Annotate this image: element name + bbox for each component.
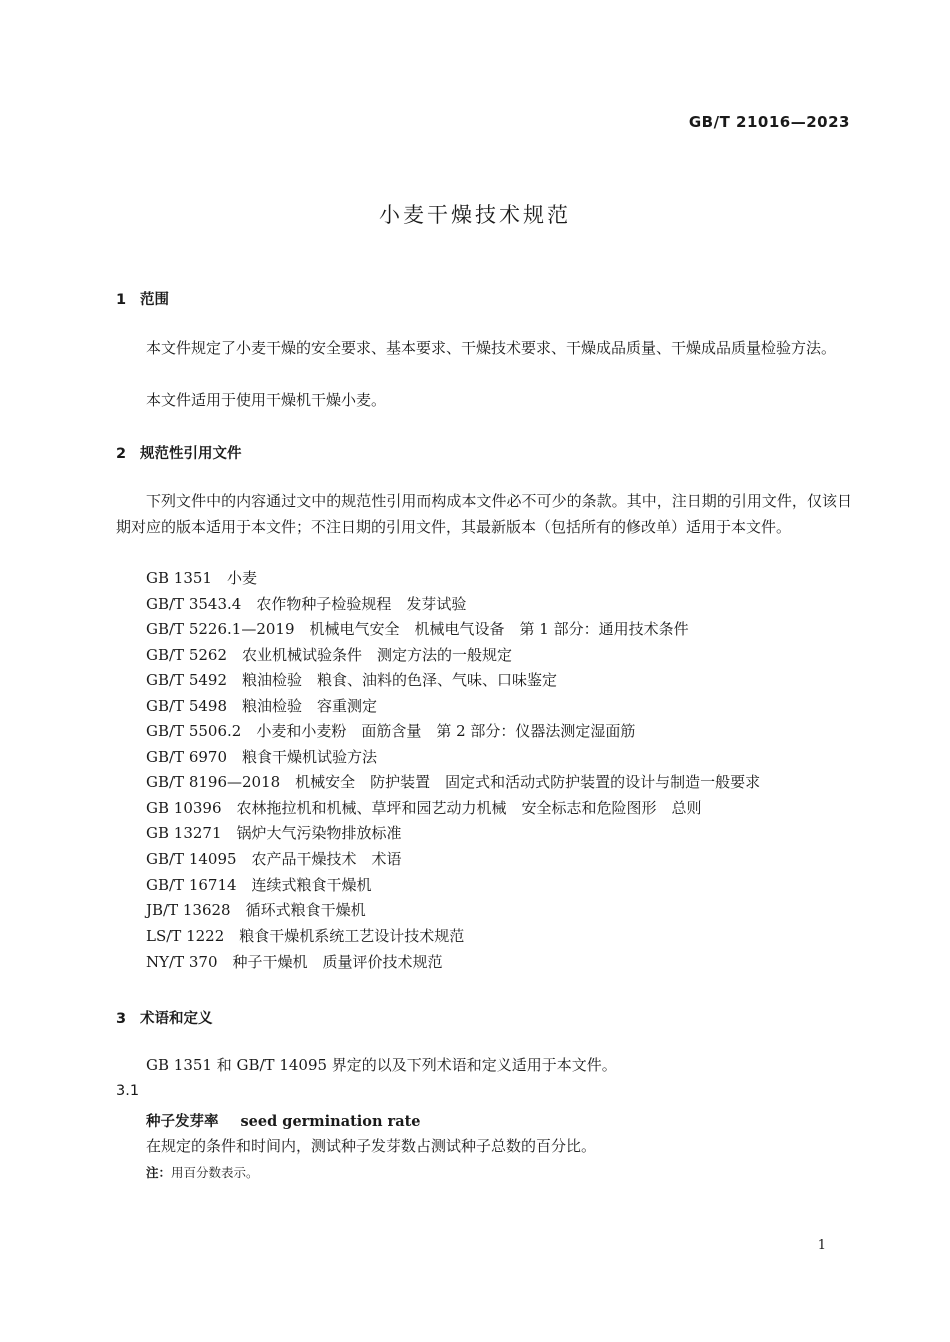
term-english: seed germination rate [240,1113,421,1130]
section-3-heading [116,1007,213,1028]
reference-item: GB/T 5226.1—2019 机械电气安全 机械电气设备 第 1 部分：通用技术条件 [146,620,689,638]
paragraph: 本文件规定了小麦干燥的安全要求、基本要求、干燥技术要求、干燥成品质量、干燥成品质量检验方法。 [146,339,837,357]
reference-item: GB/T 14095 农产品干燥技术 术语 [146,850,402,868]
reference-item: GB/T 5492 粮油检验 粮食、油料的色泽、气味、口味鉴定 [146,671,558,689]
reference-item: NY/T 370 种子干燥机 质量评价技术规范 [146,953,443,971]
section-number: 1 [116,292,127,308]
subclause-number: 3.1 [116,1083,140,1099]
note-label: 注： [146,1165,172,1180]
section-number: 2 [116,446,127,462]
reference-item: GB/T 16714 连续式粮食干燥机 [146,876,372,894]
reference-item: GB/T 6970 粮食干燥机试验方法 [146,748,378,766]
section-title: 术语和定义 [140,1011,213,1027]
section-1-heading [116,288,169,309]
term-definition: 在规定的条件和时间内，测试种子发芽数占测试种子总数的百分比。 [146,1137,597,1155]
document-title: 小麦干燥技术规范 [379,203,571,227]
reference-item: LS/T 1222 粮食干燥机系统工艺设计技术规范 [146,927,465,945]
paragraph: 下列文件中的内容通过文中的规范性引用而构成本文件必不可少的条款。其中，注日期的引用文件，仅该日期对应的版本适用于本文件；不注日期的引用文件，其最新版本（包括所有的修改单）适用于本文件。 [116,492,852,536]
reference-item: JB/T 13628 循环式粮食干燥机 [146,901,366,919]
reference-item: GB/T 5506.2 小麦和小麦粉 面筋含量 第 2 部分：仪器法测定湿面筋 [146,722,636,740]
section-2-heading [116,442,242,463]
terms-intro: GB 1351 和 GB/T 14095 界定的以及下列术语和定义适用于本文件。 [146,1056,617,1074]
section-title: 范围 [140,292,169,308]
reference-item: GB 1351 小麦 [146,569,257,587]
page-number: 1 [817,1238,826,1253]
section-title: 规范性引用文件 [140,446,242,462]
note-text: 用百分数表示。 [171,1165,259,1180]
section-number: 3 [116,1011,127,1027]
reference-item: GB/T 3543.4 农作物种子检验规程 发芽试验 [146,595,467,613]
reference-item: GB/T 8196—2018 机械安全 防护装置 固定式和活动式防护装置的设计与制造一般要求 [146,773,761,791]
reference-item: GB/T 5498 粮油检验 容重测定 [146,697,378,715]
standard-code: GB/T 21016—2023 [688,113,850,131]
term-chinese: 种子发芽率 [146,1114,219,1130]
reference-item: GB 10396 农林拖拉机和机械、草坪和园艺动力机械 安全标志和危险图形 总则 [146,799,702,817]
reference-item: GB 13271 锅炉大气污染物排放标准 [146,824,402,842]
term-note [146,1163,259,1181]
paragraph: 本文件适用于使用干燥机干燥小麦。 [146,391,387,409]
term-entry [146,1110,421,1131]
reference-item: GB/T 5262 农业机械试验条件 测定方法的一般规定 [146,646,513,664]
